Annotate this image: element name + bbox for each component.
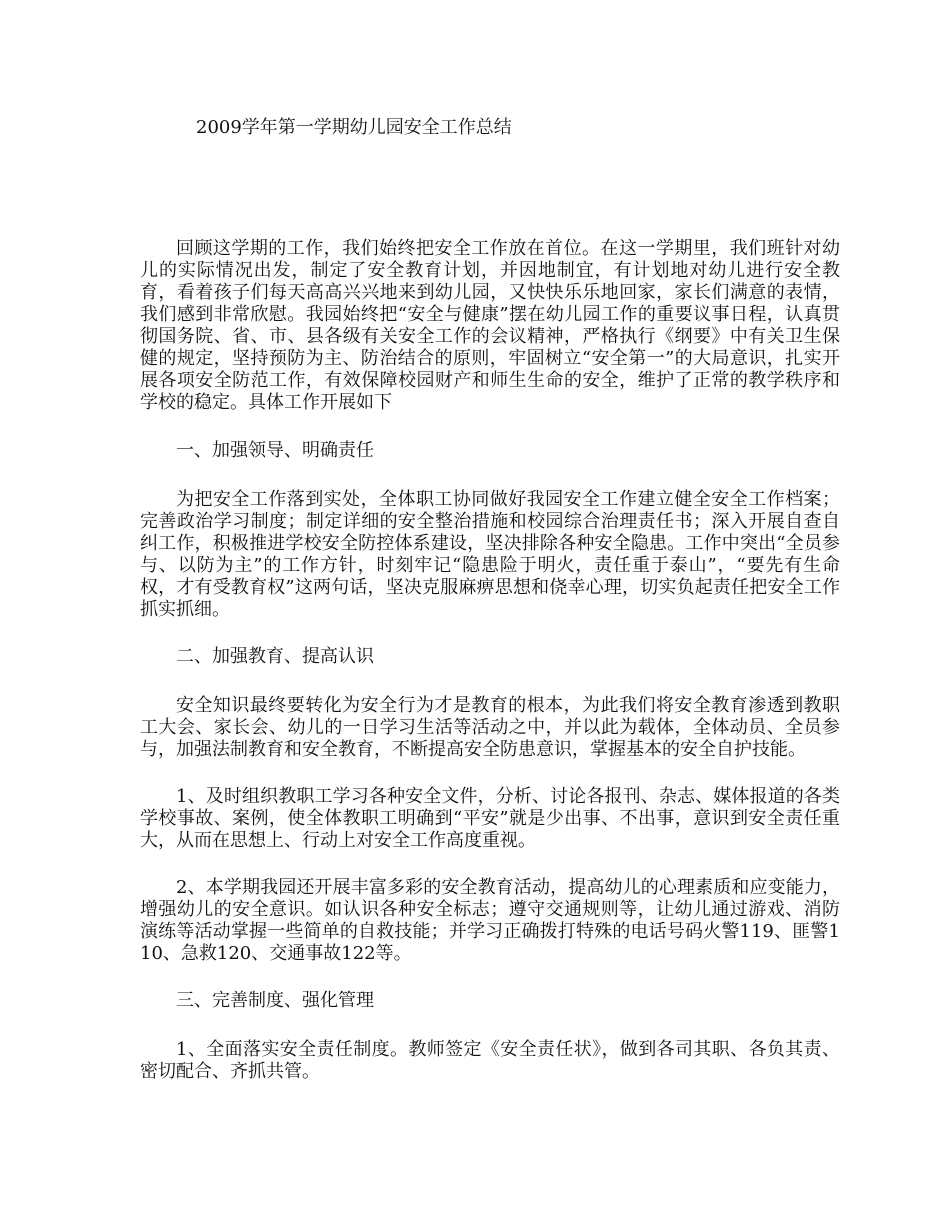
section-1-paragraph: 为把安全工作落到实处，全体职工协同做好我园安全工作建立健全安全工作档案；完善政治学习制度；制定详细的安全整治措施和校园综合治理责任书；深入开展自查自纠工作，积极推进学校安全防控体系建设，坚决排除各种安全隐患。工作中突出“全员参与、以防为主”的工作方针，时刻牢记“隐患险于明火，责任重于泰山”，“要先有生命权，才有受教育权”这两句话，坚决克服麻痹思想和侥幸心理，切实负起责任把安全工作抓实抓细。 <box>140 489 840 620</box>
section-heading-3: 三、完善制度、强化管理 <box>176 990 374 1011</box>
intro-paragraph: 回顾这学期的工作，我们始终把安全工作放在首位。在这一学期里，我们班针对幼儿的实际情况出发，制定了安全教育计划，并因地制宜，有计划地对幼儿进行安全教育，看着孩子们每天高高兴兴地来到幼儿园，又快快乐乐地回家，家长们满意的表情，我们感到非常欣慰。我园始终把“安全与健康”摆在幼儿园工作的重要议事日程，认真贯彻国务院、省、市、县各级有关安全工作的会议精神，严格执行《纲要》中有关卫生保健的规定，坚持预防为主、防治结合的原则，牢固树立“安全第一”的大局意识，扎实开展各项安全防范工作，有效保障校园财产和师生生命的安全，维护了正常的教学秩序和学校的稳定。具体工作开展如下 <box>140 238 840 413</box>
section-3-item-1: 1、全面落实安全责任制度。教师签定《安全责任状》，做到各司其职、各负其责、密切配合、齐抓共管。 <box>140 1039 840 1082</box>
section-heading-1: 一、加强领导、明确责任 <box>176 440 374 461</box>
section-2-item-2: 2、本学期我园还开展丰富多彩的安全教育活动，提高幼儿的心理素质和应变能力，增强幼儿的安全意识。如认识各种安全标志；遵守交通规则等，让幼儿通过游戏、消防演练等活动掌握一些简单的自救技能；并学习正确拨打特殊的电话号码火警119、匪警110、急救120、交通事故122等。 <box>140 877 840 964</box>
document-title: 2009学年第一学期幼儿园安全工作总结 <box>196 117 512 138</box>
section-2-item-1: 1、及时组织教职工学习各种安全文件，分析、讨论各报刊、杂志、媒体报道的各类学校事故、案例，使全体教职工明确到“平安”就是少出事、不出事，意识到安全责任重大，从而在思想上、行动上对安全工作高度重视。 <box>140 786 840 851</box>
section-heading-2: 二、加强教育、提高认识 <box>176 646 374 667</box>
section-2-paragraph: 安全知识最终要转化为安全行为才是教育的根本，为此我们将安全教育渗透到教职工大会、家长会、幼儿的一日学习生活等活动之中，并以此为载体，全体动员、全员参与，加强法制教育和安全教育，不断提高安全防患意识，掌握基本的安全自护技能。 <box>140 695 840 760</box>
document-body <box>140 238 840 1083</box>
